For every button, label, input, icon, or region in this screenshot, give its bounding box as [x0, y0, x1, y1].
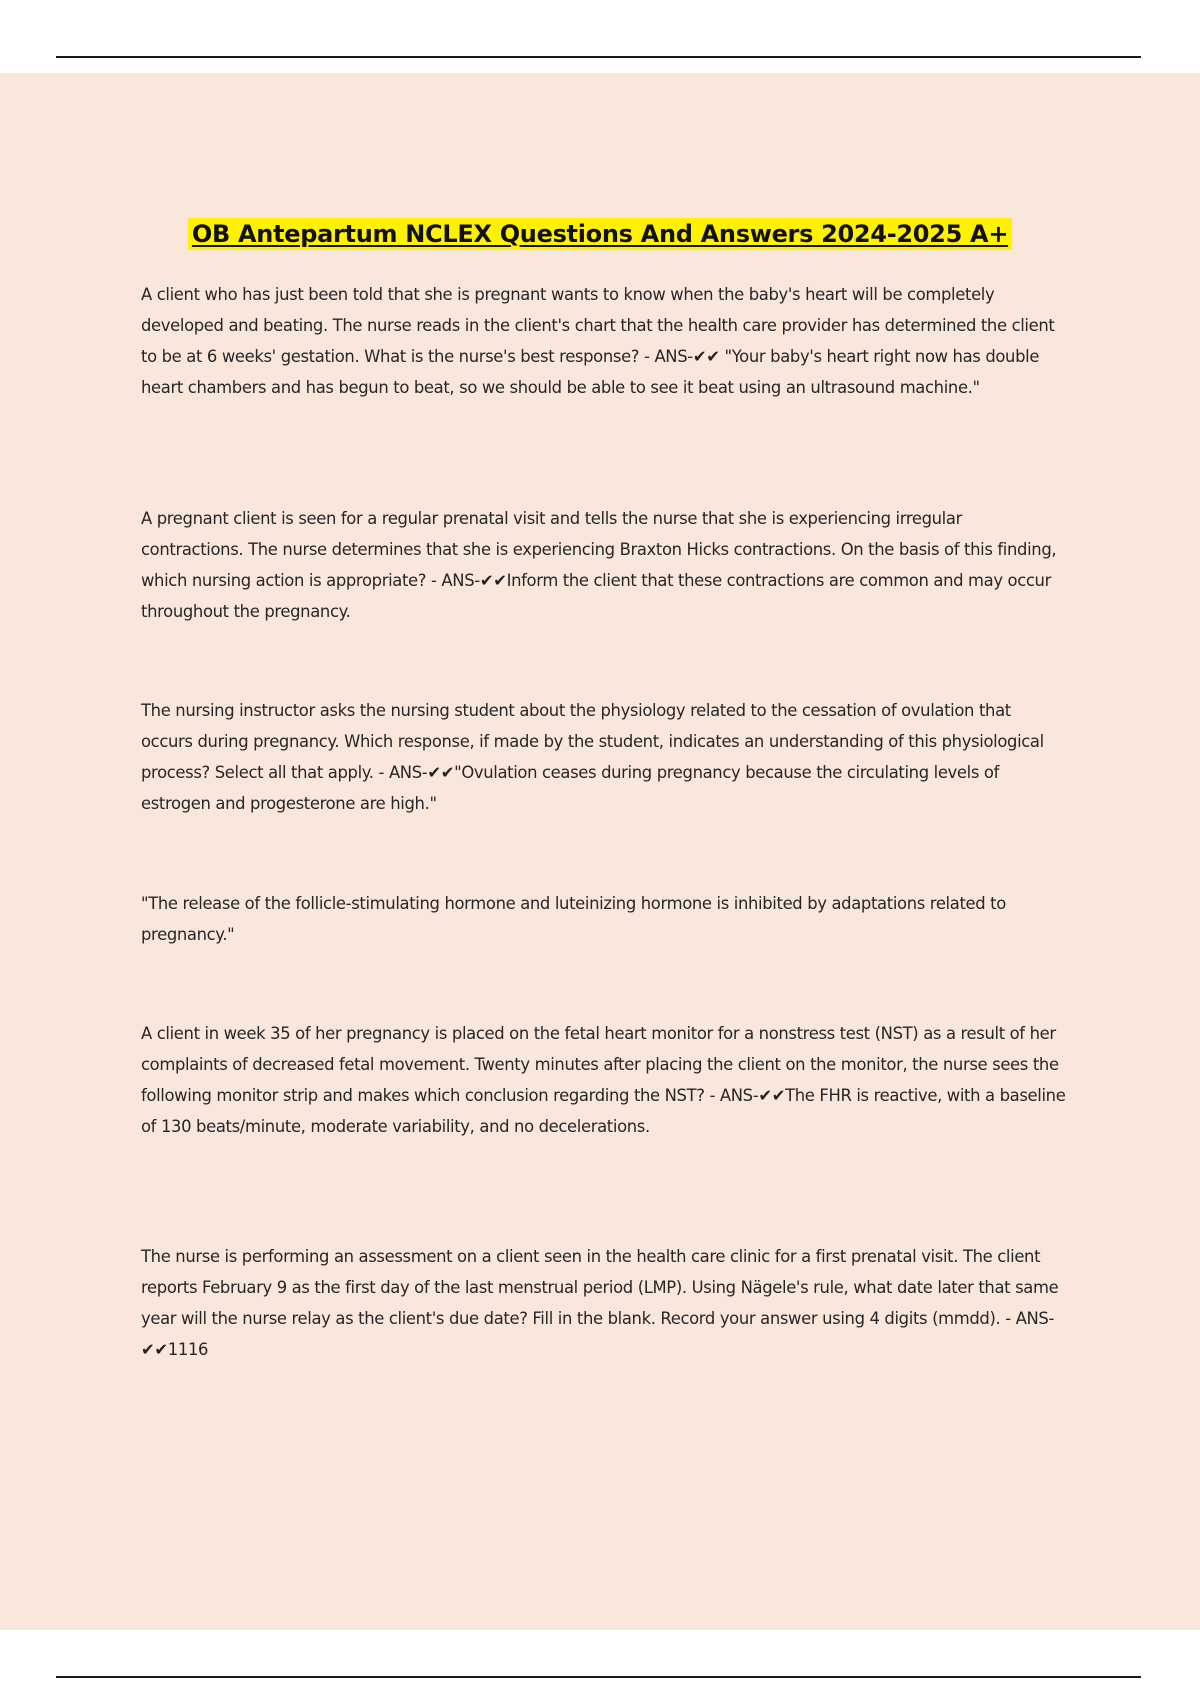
qa-item-1 — [141, 279, 1066, 403]
header-rule — [56, 56, 1141, 58]
question-text: The nurse is performing an assessment on a client seen in the health care clinic for a first prenatal visit. The client reports February 9 as the first day of the last menstrual period (LMP). Using Nägele's rule, what date later that same year will the nurse relay as the client's due date? Fill in the blank. Record your answer using 4 digits (mmdd). - ANS- — [141, 1247, 1059, 1328]
qa-item-3-continuation — [141, 888, 1066, 950]
qa-item-4 — [141, 1018, 1066, 1142]
answer-text: "Your baby's heart right now has double heart chambers and has begun to beat, so we should be able to see it beat using an ultrasound machine." — [141, 347, 1040, 397]
qa-item-5 — [141, 1241, 1066, 1365]
checkmark-icon: ✔✔ — [479, 571, 507, 590]
checkmark-icon: ✔✔ — [758, 1086, 786, 1105]
question-text: A pregnant client is seen for a regular prenatal visit and tells the nurse that she is experiencing irregular contractions. The nurse determines that she is experiencing Braxton Hicks contractions. On the basis of this finding, which nursing action is appropriate? - ANS- — [141, 509, 1057, 590]
document-title: OB Antepartum NCLEX Questions And Answers 2024-2025 A+ — [188, 218, 1012, 250]
qa-paragraph — [141, 503, 1066, 627]
qa-item-2 — [141, 503, 1066, 627]
question-text: A client who has just been told that she is pregnant wants to know when the baby's heart will be completely developed and beating. The nurse reads in the client's chart that the health care provider has determined the client to be at 6 weeks' gestation. What is the nurse's best response? - ANS- — [141, 285, 1055, 366]
qa-item-3 — [141, 695, 1066, 819]
answer-text: 1116 — [167, 1340, 209, 1359]
answer-continuation: "The release of the follicle-stimulating hormone and luteinizing hormone is inhibited by adaptations related to pregnancy." — [141, 894, 1006, 944]
qa-paragraph — [141, 1018, 1066, 1142]
question-text: The nursing instructor asks the nursing student about the physiology related to the cessation of ovulation that occurs during pregnancy. Which response, if made by the student, indicates an understanding of this physiological process? Select all that apply. - ANS- — [141, 701, 1044, 782]
answer-text: The FHR is reactive, with a baseline of 130 beats/minute, moderate variability, and no decelerations. — [141, 1086, 1066, 1136]
document-page — [0, 73, 1200, 1630]
checkmark-icon: ✔✔ — [141, 1340, 168, 1359]
question-text: A client in week 35 of her pregnancy is placed on the fetal heart monitor for a nonstress test (NST) as a result of her complaints of decreased fetal movement. Twenty minutes after placing the client on the monitor, the nurse sees the following monitor strip and makes which conclusion regarding the NST? - ANS- — [141, 1024, 1059, 1105]
answer-text: Inform the client that these contractions are common and may occur throughout the pregnancy. — [141, 571, 1051, 621]
qa-paragraph — [141, 695, 1066, 819]
footer-rule — [56, 1676, 1141, 1678]
qa-paragraph — [141, 279, 1066, 403]
answer-text: "Ovulation ceases during pregnancy because the circulating levels of estrogen and progesterone are high." — [141, 763, 999, 813]
title-container — [0, 218, 1200, 250]
checkmark-icon: ✔✔ — [427, 763, 455, 782]
qa-paragraph — [141, 1241, 1066, 1365]
checkmark-icon: ✔✔ — [692, 347, 720, 366]
